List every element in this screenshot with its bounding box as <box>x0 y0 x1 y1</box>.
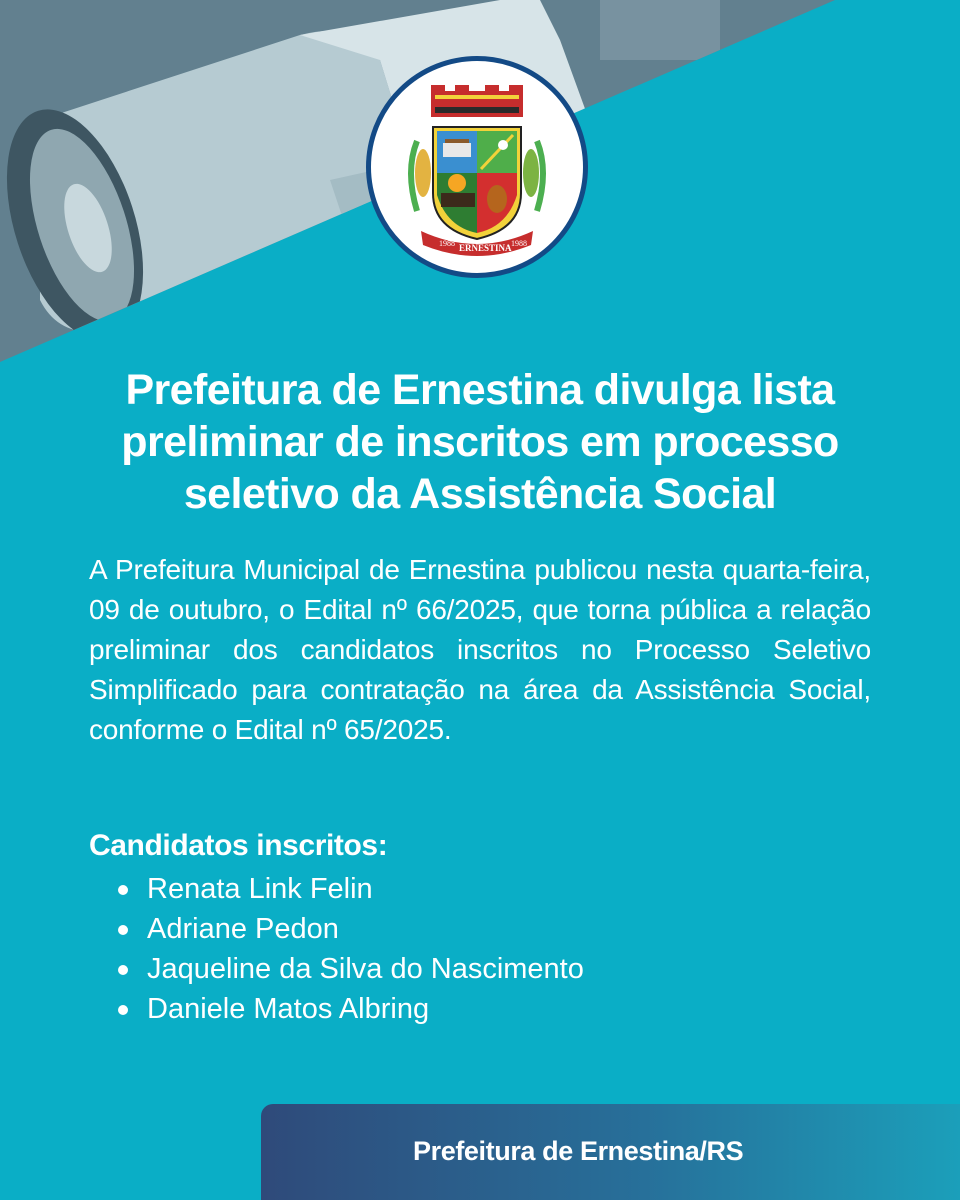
ribbon-name: ERNESTINA <box>459 243 512 253</box>
ribbon-year-right: 1988 <box>511 239 527 248</box>
candidates-list <box>89 869 584 1029</box>
footer-label: Prefeitura de Ernestina/RS <box>413 1136 744 1166</box>
body-paragraph: A Prefeitura Municipal de Ernestina publicou nesta quarta-feira, 09 de outubro, o Edital nº 66/2025, que torna pública a relação preliminar dos candidatos inscritos no Processo Seletivo Simplificado para contratação na área da Assistência Social, conforme o Edital nº 65/2025. <box>89 554 871 745</box>
candidate-item: Daniele Matos Albring <box>89 989 584 1029</box>
candidates-title: Candidatos inscritos: <box>89 829 388 862</box>
headline: Prefeitura de Ernestina divulga lista preliminar de inscritos em processo seletivo da Assistência Social <box>121 366 839 518</box>
candidate-item: Jaqueline da Silva do Nascimento <box>89 949 584 989</box>
candidate-item: Renata Link Felin <box>89 869 584 909</box>
ribbon-year-left: 1988 <box>439 239 455 248</box>
candidate-item: Adriane Pedon <box>89 909 584 949</box>
coat-of-arms-badge <box>366 56 588 278</box>
coat-of-arms-icon <box>371 61 583 273</box>
